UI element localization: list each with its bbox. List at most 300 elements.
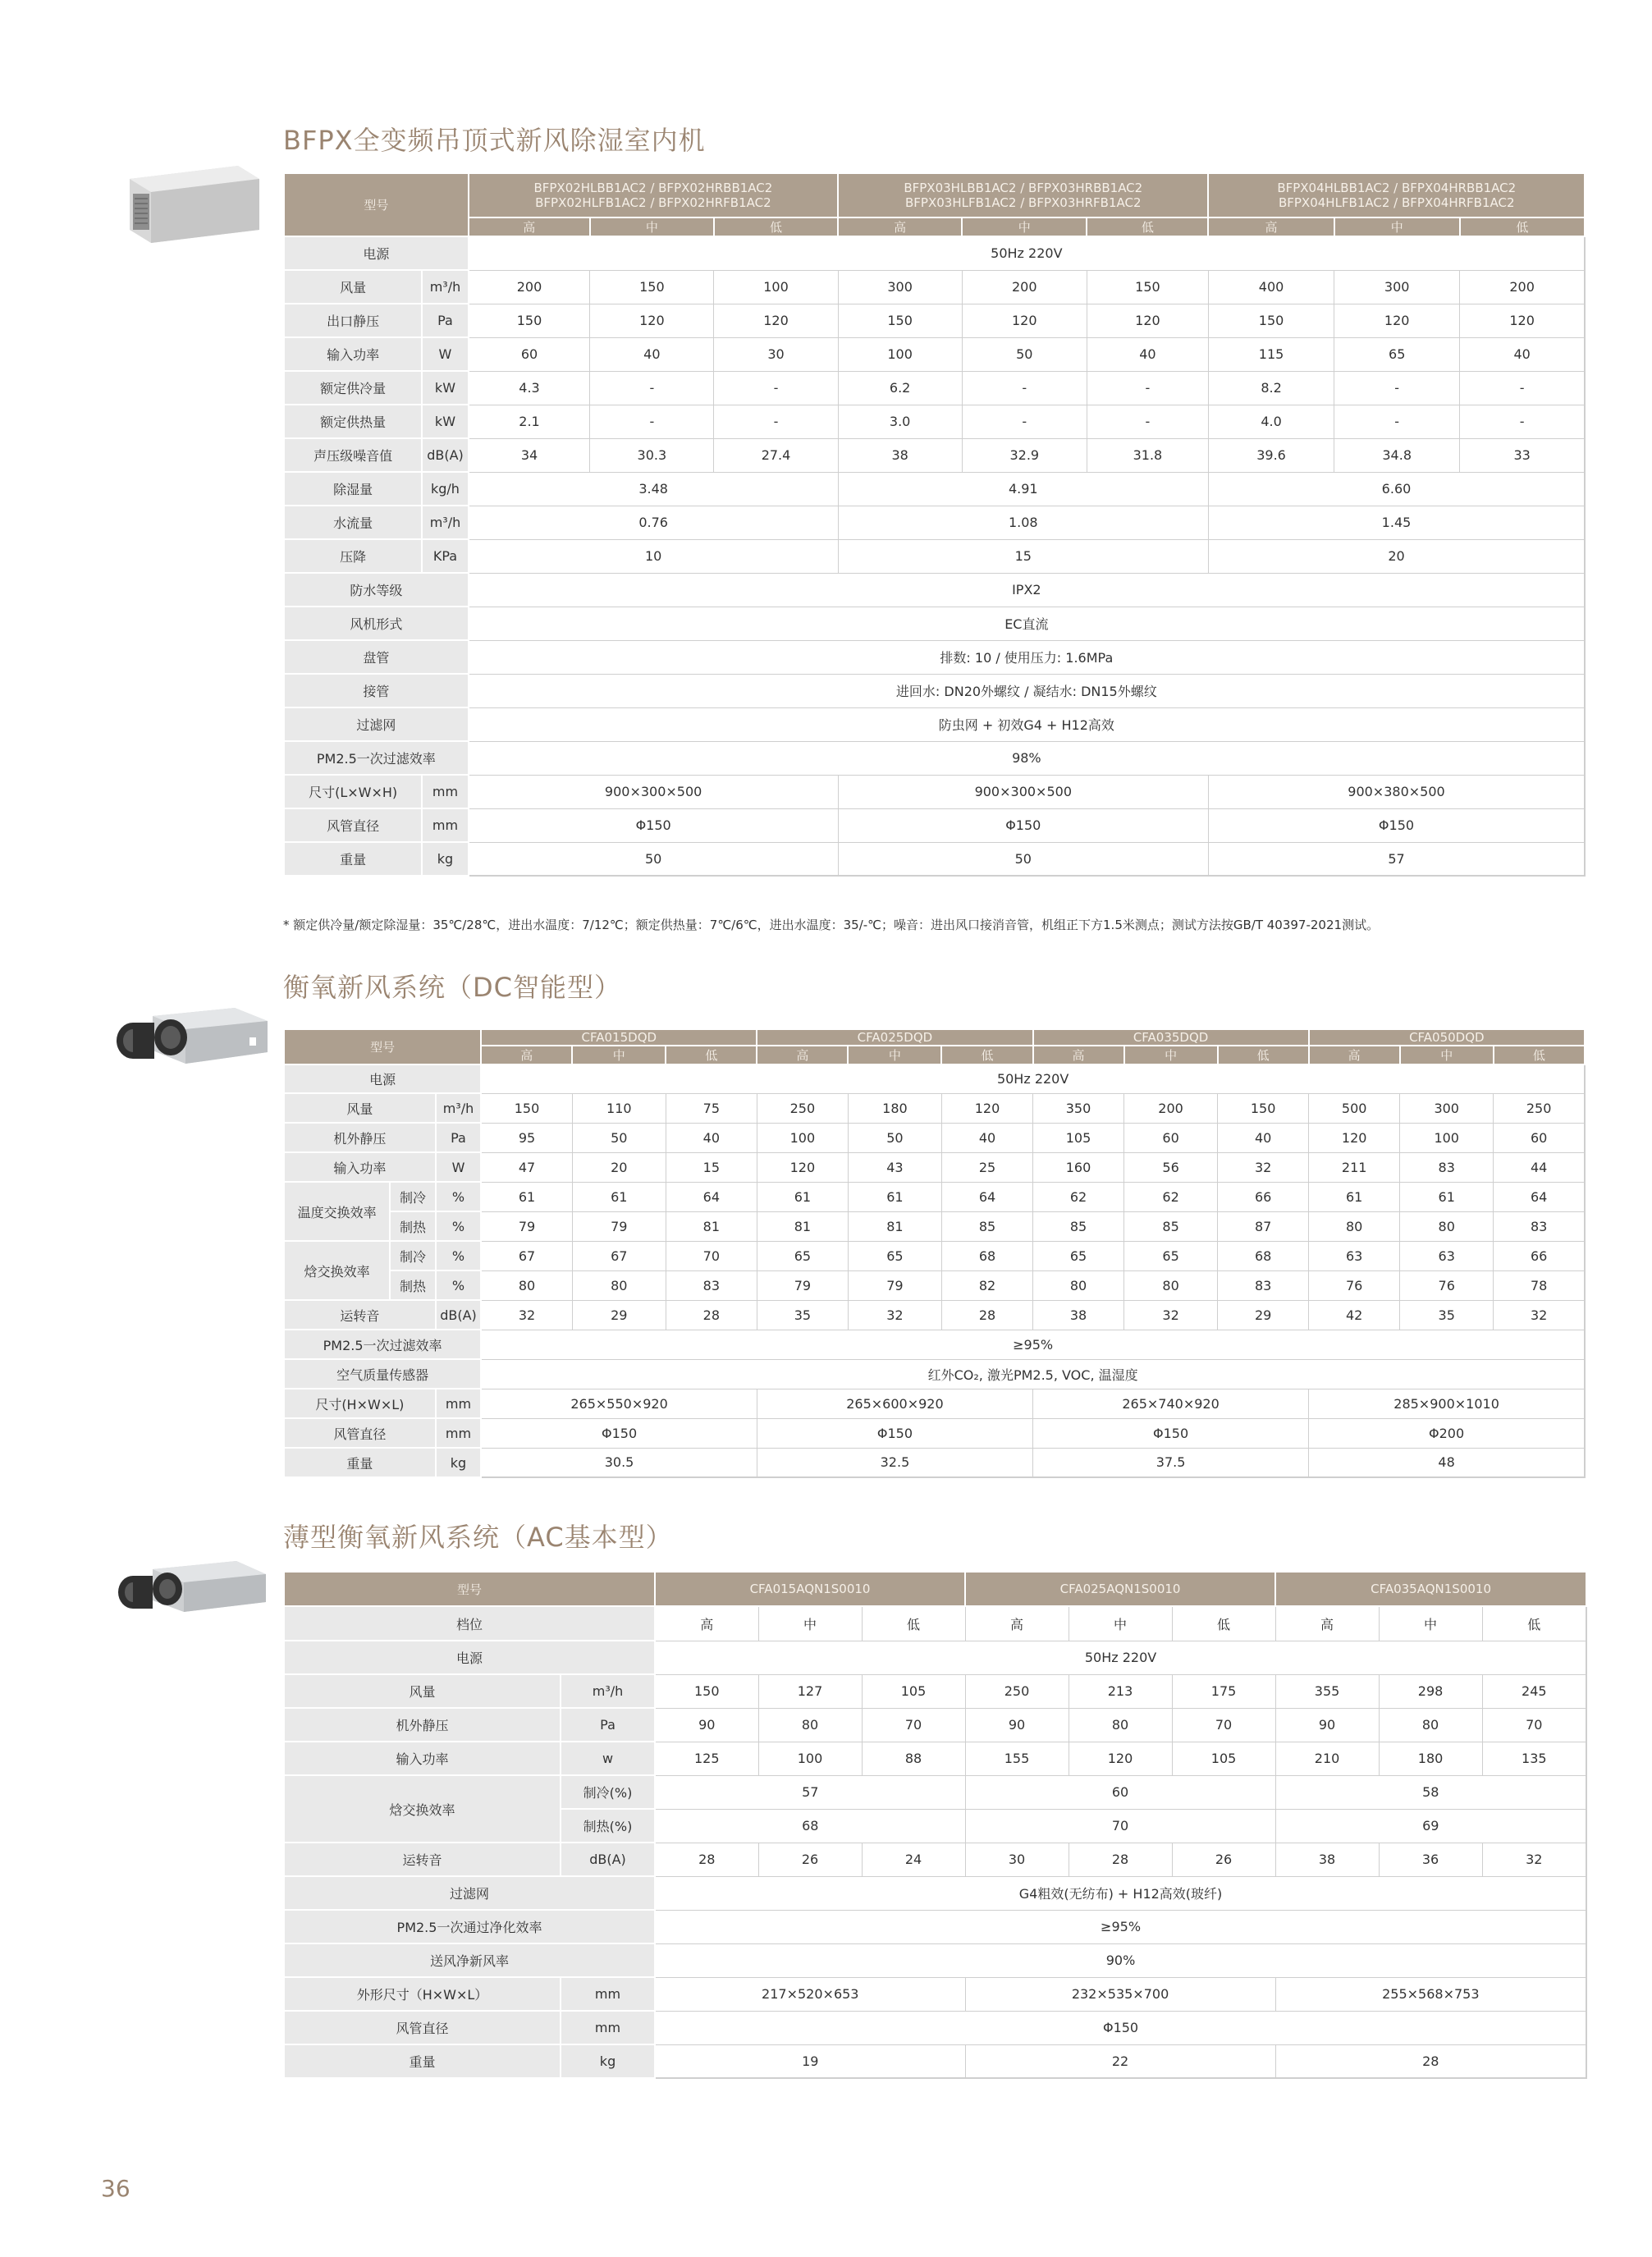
sub-row-label: 制热	[390, 1270, 436, 1300]
unit-label: Pa	[436, 1123, 482, 1152]
section-title-dc: 衡氧新风系统（DC智能型）	[283, 972, 621, 1003]
row-label: 出口静压	[284, 304, 422, 337]
unit-label: kg/h	[422, 472, 468, 506]
table-row	[284, 674, 1585, 707]
speed-header: 低	[714, 217, 838, 236]
value-cell: 200	[1124, 1093, 1218, 1123]
table-row	[284, 1270, 1585, 1300]
value-cell: 64	[1494, 1182, 1585, 1211]
value-cell: 30.3	[590, 438, 714, 472]
value-cell: 900×380×500	[1208, 775, 1585, 808]
table-row	[284, 1448, 1585, 1477]
model-line: BFPX03HLFB1AC2 / BFPX03HRFB1AC2	[905, 195, 1142, 210]
model-name-header: CFA015DQD	[481, 1029, 757, 1046]
row-label: 送风净新风率	[284, 1943, 655, 1977]
row-label: 风管直径	[284, 808, 422, 842]
value-cell: 210	[1275, 1742, 1379, 1775]
value-cell: 400	[1208, 270, 1334, 304]
table-row	[284, 1876, 1586, 1910]
gear-cell: 高	[655, 1606, 758, 1641]
unit-label: dB(A)	[436, 1300, 482, 1330]
value-cell: 68	[941, 1241, 1032, 1270]
value-cell: 83	[666, 1270, 757, 1300]
value-cell: EC直流	[469, 607, 1585, 640]
table-row	[284, 405, 1585, 438]
row-label: 焓交换效率	[284, 1241, 390, 1300]
value-cell: 100	[1400, 1123, 1494, 1152]
value-cell: 4.3	[469, 371, 590, 405]
dc-spec-table	[283, 1028, 1586, 1478]
table-row	[284, 1641, 1586, 1674]
value-cell: 75	[666, 1093, 757, 1123]
value-cell: 6.2	[838, 371, 962, 405]
value-cell: 3.48	[469, 472, 838, 506]
row-label: 风量	[284, 1674, 561, 1708]
gear-cell: 低	[862, 1606, 965, 1641]
unit-label: m³/h	[422, 506, 468, 539]
sub-row-label: 制冷	[390, 1182, 436, 1211]
value-cell: ≥95%	[655, 1910, 1586, 1943]
table-row	[284, 217, 1585, 236]
value-cell: 40	[941, 1123, 1032, 1152]
value-cell: 127	[758, 1674, 862, 1708]
value-cell: 80	[1124, 1270, 1218, 1300]
value-cell: 85	[1033, 1211, 1124, 1241]
value-cell: 83	[1218, 1270, 1309, 1300]
value-cell: 39.6	[1208, 438, 1334, 472]
section-title-bfpx: BFPX全变频吊顶式新风除湿室内机	[283, 125, 706, 156]
value-cell: 40	[1460, 337, 1585, 371]
value-cell: 65	[848, 1241, 941, 1270]
value-cell: Φ150	[481, 1418, 757, 1448]
value-cell: 60	[1494, 1123, 1585, 1152]
value-cell: 62	[1124, 1182, 1218, 1211]
value-cell: 83	[1400, 1152, 1494, 1182]
value-cell: 180	[1379, 1742, 1482, 1775]
value-cell: 2.1	[469, 405, 590, 438]
row-label: 重量	[284, 842, 422, 876]
row-label: PM2.5一次过滤效率	[284, 741, 469, 775]
value-cell: 900×300×500	[469, 775, 838, 808]
value-cell: 32	[1494, 1300, 1585, 1330]
value-cell: 95	[481, 1123, 572, 1152]
value-cell: 125	[655, 1742, 758, 1775]
value-cell: 180	[848, 1093, 941, 1123]
table-row	[284, 1742, 1586, 1775]
bfpx-spec-table	[283, 172, 1586, 877]
unit-label: mm	[561, 1977, 655, 2011]
row-label: PM2.5一次通过净化效率	[284, 1910, 655, 1943]
value-cell: 78	[1494, 1270, 1585, 1300]
value-cell: 70	[1172, 1708, 1275, 1742]
value-cell: 29	[572, 1300, 666, 1330]
value-cell: 265×550×920	[481, 1389, 757, 1418]
value-cell: 67	[481, 1241, 572, 1270]
model-line: BFPX03HLBB1AC2 / BFPX03HRBB1AC2	[904, 181, 1143, 195]
value-cell: 6.60	[1208, 472, 1585, 506]
value-cell: 37.5	[1033, 1448, 1309, 1477]
table-row	[284, 1123, 1585, 1152]
value-cell: 79	[481, 1211, 572, 1241]
gear-cell: 低	[1172, 1606, 1275, 1641]
value-cell: 79	[848, 1270, 941, 1300]
value-cell: 27.4	[714, 438, 838, 472]
value-cell: 20	[572, 1152, 666, 1182]
table-row	[284, 1300, 1585, 1330]
value-cell: 34	[469, 438, 590, 472]
value-cell: 79	[757, 1270, 848, 1300]
value-cell: 135	[1482, 1742, 1586, 1775]
value-cell: 61	[848, 1182, 941, 1211]
value-cell: Φ150	[1033, 1418, 1309, 1448]
table-row	[284, 1152, 1585, 1182]
value-cell: 4.0	[1208, 405, 1334, 438]
value-cell: 70	[1482, 1708, 1586, 1742]
value-cell: 265×600×920	[757, 1389, 1032, 1418]
value-cell: 90	[1275, 1708, 1379, 1742]
model-name-header	[1208, 173, 1585, 217]
row-label: 输入功率	[284, 1152, 436, 1182]
value-cell: 150	[1087, 270, 1208, 304]
row-label: 额定供热量	[284, 405, 422, 438]
value-cell: 285×900×1010	[1309, 1389, 1585, 1418]
value-cell: 进回水: DN20外螺纹 / 凝结水: DN15外螺纹	[469, 674, 1585, 707]
value-cell: 38	[838, 438, 962, 472]
value-cell: 300	[838, 270, 962, 304]
sub-row-label: 制热(%)	[561, 1809, 655, 1843]
model-name-header: CFA015AQN1S0010	[655, 1572, 965, 1606]
unit-label: W	[422, 337, 468, 371]
value-cell: 68	[1218, 1241, 1309, 1270]
table-row	[284, 573, 1585, 607]
value-cell: 38	[1033, 1300, 1124, 1330]
model-name-header: CFA035DQD	[1033, 1029, 1309, 1046]
value-cell: 56	[1124, 1152, 1218, 1182]
value-cell: -	[1087, 371, 1208, 405]
value-cell: 63	[1400, 1241, 1494, 1270]
table-row	[284, 842, 1585, 876]
value-cell: 60	[469, 337, 590, 371]
value-cell: 1.08	[838, 506, 1208, 539]
model-line: BFPX02HLFB1AC2 / BFPX02HRFB1AC2	[535, 195, 771, 210]
sub-row-label: 制冷(%)	[561, 1775, 655, 1809]
value-cell: 300	[1334, 270, 1460, 304]
value-cell: Φ200	[1309, 1418, 1585, 1448]
value-cell: 76	[1400, 1270, 1494, 1300]
test-conditions-note: * 额定供冷量/额定除湿量：35℃/28℃，进出水温度：7/12℃；额定供热量：7℃/6℃，进出水温度：35/-℃；噪音：进出风口接消音管，机组正下方1.5米测点；测试方法按GB/T 40397-2021测试。	[283, 918, 1380, 932]
row-label: PM2.5一次过滤效率	[284, 1330, 481, 1359]
value-cell: 60	[965, 1775, 1275, 1809]
value-cell: 150	[655, 1674, 758, 1708]
value-cell: 200	[1460, 270, 1585, 304]
model-header: 型号	[284, 173, 469, 236]
value-cell: 211	[1309, 1152, 1400, 1182]
speed-header: 低	[1087, 217, 1208, 236]
unit-label: %	[436, 1211, 482, 1241]
row-label: 机外静压	[284, 1123, 436, 1152]
value-cell: IPX2	[469, 573, 1585, 607]
model-name-header: CFA050DQD	[1309, 1029, 1585, 1046]
table-row	[284, 506, 1585, 539]
row-label: 防水等级	[284, 573, 469, 607]
value-cell: 150	[469, 304, 590, 337]
table-row	[284, 808, 1585, 842]
value-cell: G4粗效(无纺布) + H12高效(玻纤)	[655, 1876, 1586, 1910]
table-row	[284, 539, 1585, 573]
row-label: 输入功率	[284, 1742, 561, 1775]
speed-header: 低	[1494, 1046, 1585, 1064]
unit-label: KPa	[422, 539, 468, 573]
table-row	[284, 1029, 1585, 1046]
value-cell: 47	[481, 1152, 572, 1182]
value-cell: 34.8	[1334, 438, 1460, 472]
model-name-header: CFA035AQN1S0010	[1275, 1572, 1586, 1606]
value-cell: 160	[1033, 1152, 1124, 1182]
unit-label: m³/h	[422, 270, 468, 304]
value-cell: 33	[1460, 438, 1585, 472]
value-cell: 350	[1033, 1093, 1124, 1123]
value-cell: -	[714, 371, 838, 405]
value-cell: 60	[1124, 1123, 1218, 1152]
value-cell: 35	[757, 1300, 848, 1330]
row-label: 重量	[284, 2044, 561, 2078]
row-label: 空气质量传感器	[284, 1359, 481, 1389]
value-cell: 120	[1460, 304, 1585, 337]
table-row	[284, 607, 1585, 640]
value-cell: 232×535×700	[965, 1977, 1275, 2011]
unit-label: %	[436, 1182, 482, 1211]
table-row	[284, 741, 1585, 775]
value-cell: 50	[469, 842, 838, 876]
value-cell: 36	[1379, 1843, 1482, 1876]
row-label: 水流量	[284, 506, 422, 539]
value-cell: 64	[666, 1182, 757, 1211]
value-cell: -	[1460, 371, 1585, 405]
value-cell: 110	[572, 1093, 666, 1123]
ventilation-unit-image	[112, 1005, 272, 1070]
value-cell: 245	[1482, 1674, 1586, 1708]
value-cell: 61	[1400, 1182, 1494, 1211]
value-cell: 250	[965, 1674, 1069, 1708]
row-label: 声压级噪音值	[284, 438, 422, 472]
value-cell: 26	[1172, 1843, 1275, 1876]
table-row	[284, 1708, 1586, 1742]
value-cell: 64	[941, 1182, 1032, 1211]
row-label: 风管直径	[284, 2011, 561, 2044]
unit-label: kg	[561, 2044, 655, 2078]
value-cell: 48	[1309, 1448, 1585, 1477]
value-cell: 70	[862, 1708, 965, 1742]
value-cell: 43	[848, 1152, 941, 1182]
row-label: 过滤网	[284, 1876, 655, 1910]
unit-label: %	[436, 1241, 482, 1270]
table-row	[284, 1606, 1586, 1641]
table-row	[284, 1064, 1585, 1093]
table-row	[284, 1182, 1585, 1211]
model-line: BFPX02HLBB1AC2 / BFPX02HRBB1AC2	[533, 181, 773, 195]
table-row	[284, 2044, 1586, 2078]
unit-label: w	[561, 1742, 655, 1775]
model-line: BFPX04HLFB1AC2 / BFPX04HRFB1AC2	[1278, 195, 1515, 210]
speed-header: 高	[1309, 1046, 1400, 1064]
value-cell: 68	[655, 1809, 965, 1843]
row-label: 档位	[284, 1606, 655, 1641]
table-row	[284, 173, 1585, 217]
table-row	[284, 236, 1585, 270]
sub-row-label: 制热	[390, 1211, 436, 1241]
value-cell: 61	[757, 1182, 848, 1211]
value-cell: 24	[862, 1843, 965, 1876]
table-row	[284, 1943, 1586, 1977]
value-cell: 175	[1172, 1674, 1275, 1708]
speed-header: 低	[1460, 217, 1585, 236]
value-cell: 500	[1309, 1093, 1400, 1123]
unit-label: mm	[422, 808, 468, 842]
row-label: 外形尺寸（H×W×L）	[284, 1977, 561, 2011]
value-cell: 57	[655, 1775, 965, 1809]
row-label: 尺寸(H×W×L)	[284, 1389, 436, 1418]
value-cell: 排数: 10 / 使用压力: 1.6MPa	[469, 640, 1585, 674]
row-label: 风机形式	[284, 607, 469, 640]
value-cell: 4.91	[838, 472, 1208, 506]
section-title-ac: 薄型衡氧新风系统（AC基本型）	[283, 1522, 673, 1553]
value-cell: 30.5	[481, 1448, 757, 1477]
value-cell: 217×520×653	[655, 1977, 965, 2011]
model-name-header: CFA025AQN1S0010	[965, 1572, 1275, 1606]
value-cell: 81	[848, 1211, 941, 1241]
model-name-header	[838, 173, 1208, 217]
speed-header: 高	[469, 217, 590, 236]
gear-cell: 中	[1069, 1606, 1172, 1641]
speed-header: 中	[572, 1046, 666, 1064]
value-cell: 61	[1309, 1182, 1400, 1211]
value-cell: -	[590, 405, 714, 438]
unit-label: dB(A)	[422, 438, 468, 472]
value-cell: 150	[590, 270, 714, 304]
speed-header: 高	[481, 1046, 572, 1064]
value-cell: 105	[862, 1674, 965, 1708]
model-name-header	[469, 173, 838, 217]
value-cell: 32	[1124, 1300, 1218, 1330]
value-cell: 63	[1309, 1241, 1400, 1270]
value-cell: 29	[1218, 1300, 1309, 1330]
unit-label: Pa	[422, 304, 468, 337]
value-cell: 200	[469, 270, 590, 304]
value-cell: 42	[1309, 1300, 1400, 1330]
table-row	[284, 1330, 1585, 1359]
row-label: 电源	[284, 1641, 655, 1674]
speed-header: 中	[848, 1046, 941, 1064]
table-row	[284, 270, 1585, 304]
row-label: 压降	[284, 539, 422, 573]
value-cell: 61	[572, 1182, 666, 1211]
value-cell: 80	[1379, 1708, 1482, 1742]
value-cell: 61	[481, 1182, 572, 1211]
value-cell: 44	[1494, 1152, 1585, 1182]
value-cell: 265×740×920	[1033, 1389, 1309, 1418]
row-label: 温度交换效率	[284, 1182, 390, 1241]
value-cell: 28	[941, 1300, 1032, 1330]
row-label: 电源	[284, 236, 469, 270]
value-cell: 40	[666, 1123, 757, 1152]
row-label: 输入功率	[284, 337, 422, 371]
value-cell: 105	[1172, 1742, 1275, 1775]
value-cell: 28	[1275, 2044, 1586, 2078]
model-name-header: CFA025DQD	[757, 1029, 1032, 1046]
unit-label: W	[436, 1152, 482, 1182]
value-cell: 22	[965, 2044, 1275, 2078]
unit-label: kW	[422, 371, 468, 405]
value-cell: 120	[962, 304, 1087, 337]
value-cell: 28	[666, 1300, 757, 1330]
value-cell: 28	[1069, 1843, 1172, 1876]
value-cell: 20	[1208, 539, 1585, 573]
dehumidifier-unit-image	[115, 154, 271, 251]
value-cell: -	[590, 371, 714, 405]
value-cell: 30	[965, 1843, 1069, 1876]
value-cell: 50	[838, 842, 1208, 876]
value-cell: 28	[655, 1843, 758, 1876]
gear-cell: 中	[1379, 1606, 1482, 1641]
row-label: 运转音	[284, 1300, 436, 1330]
speed-header: 高	[838, 217, 962, 236]
value-cell: 87	[1218, 1211, 1309, 1241]
value-cell: Φ150	[655, 2011, 1586, 2044]
value-cell: 200	[962, 270, 1087, 304]
value-cell: 红外CO₂, 激光PM2.5, VOC, 温湿度	[481, 1359, 1585, 1389]
value-cell: 38	[1275, 1843, 1379, 1876]
value-cell: 32	[1482, 1843, 1586, 1876]
value-cell: Φ150	[469, 808, 838, 842]
table-row	[284, 304, 1585, 337]
speed-header: 中	[1400, 1046, 1494, 1064]
value-cell: 250	[1494, 1093, 1585, 1123]
value-cell: 120	[590, 304, 714, 337]
value-cell: -	[714, 405, 838, 438]
value-cell: 80	[1400, 1211, 1494, 1241]
speed-header: 低	[941, 1046, 1032, 1064]
value-cell: 40	[1087, 337, 1208, 371]
speed-header: 高	[1208, 217, 1334, 236]
table-row	[284, 1093, 1585, 1123]
value-cell: 255×568×753	[1275, 1977, 1586, 2011]
speed-header: 中	[1124, 1046, 1218, 1064]
value-cell: 32	[848, 1300, 941, 1330]
value-cell: 67	[572, 1241, 666, 1270]
value-cell: 58	[1275, 1775, 1586, 1809]
row-label: 运转音	[284, 1843, 561, 1876]
value-cell: 80	[1309, 1211, 1400, 1241]
table-row	[284, 1241, 1585, 1270]
value-cell: 65	[1033, 1241, 1124, 1270]
row-label: 电源	[284, 1064, 481, 1093]
value-cell: 32	[481, 1300, 572, 1330]
value-cell: 88	[862, 1742, 965, 1775]
value-cell: 70	[666, 1241, 757, 1270]
value-cell: -	[1087, 405, 1208, 438]
table-row	[284, 1843, 1586, 1876]
speed-header: 中	[962, 217, 1087, 236]
value-cell: 155	[965, 1742, 1069, 1775]
value-cell: 防虫网 + 初效G4 + H12高效	[469, 707, 1585, 741]
value-cell: 82	[941, 1270, 1032, 1300]
value-cell: 65	[1124, 1241, 1218, 1270]
value-cell: 80	[481, 1270, 572, 1300]
row-label: 风量	[284, 270, 422, 304]
value-cell: 120	[757, 1152, 848, 1182]
gear-cell: 高	[1275, 1606, 1379, 1641]
gear-cell: 中	[758, 1606, 862, 1641]
